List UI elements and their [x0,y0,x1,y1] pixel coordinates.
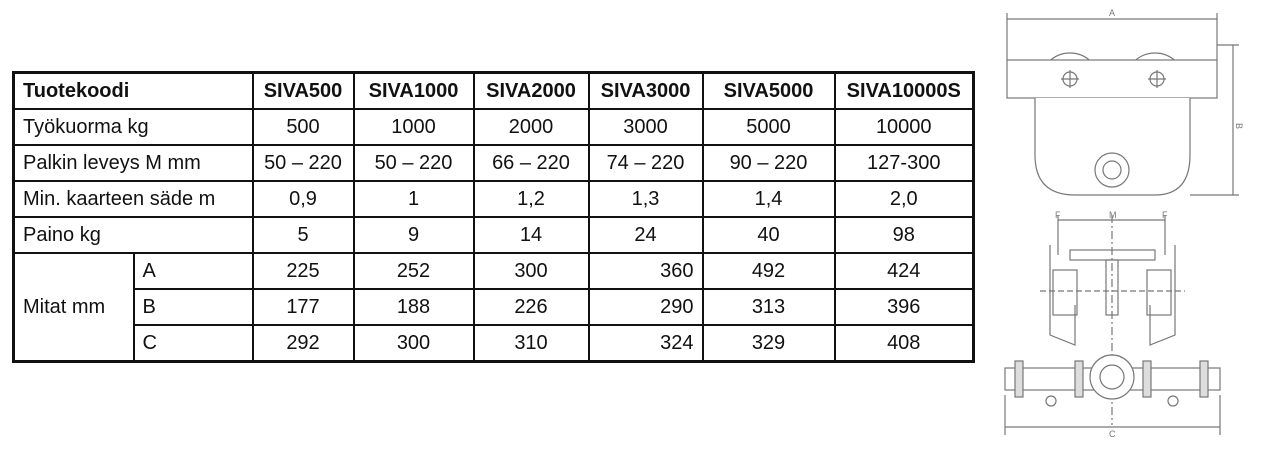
model-header: SIVA500 [253,73,354,110]
value-cell: 3000 [589,109,703,145]
spec-row [14,145,974,181]
row-label: Paino kg [14,217,253,253]
header-label: Tuotekoodi [14,73,253,110]
trolley-drawing [995,5,1255,465]
model-header: SIVA2000 [474,73,589,110]
value-cell: 2,0 [835,181,974,217]
value-cell: 492 [703,253,835,289]
value-cell: 9 [354,217,474,253]
value-cell: 14 [474,217,589,253]
roller-left [1053,270,1077,315]
value-cell: 5 [253,217,354,253]
model-header: SIVA1000 [354,73,474,110]
value-cell: 1,4 [703,181,835,217]
value-cell: 300 [354,325,474,362]
dimension-row [14,325,974,362]
row-label: Min. kaarteen säde m [14,181,253,217]
value-cell: 10000 [835,109,974,145]
value-cell: 424 [835,253,974,289]
value-cell: 360 [589,253,703,289]
dim-label-f-left: F [1055,210,1061,220]
value-cell: 310 [474,325,589,362]
value-cell: 2000 [474,109,589,145]
nut-right-inner [1143,361,1151,397]
trolley-body [1035,98,1190,195]
spec-row [14,181,974,217]
value-cell: 324 [589,325,703,362]
axle-eye [1090,355,1134,399]
value-cell: 5000 [703,109,835,145]
value-cell: 252 [354,253,474,289]
value-cell: 40 [703,217,835,253]
dimension-row [14,289,974,325]
dimension-key: B [134,289,253,325]
model-header: SIVA3000 [589,73,703,110]
value-cell: 24 [589,217,703,253]
model-header: SIVA10000S [835,73,974,110]
value-cell: 98 [835,217,974,253]
dimension-row [14,253,974,289]
value-cell: 127-300 [835,145,974,181]
nut-right-outer [1200,361,1208,397]
value-cell: 500 [253,109,354,145]
value-cell: 74 – 220 [589,145,703,181]
nut-left-outer [1015,361,1023,397]
model-header: SIVA5000 [703,73,835,110]
value-cell: 1,2 [474,181,589,217]
value-cell: 90 – 220 [703,145,835,181]
trolley-drawing-svg [995,5,1255,465]
value-cell: 300 [474,253,589,289]
value-cell: 66 – 220 [474,145,589,181]
value-cell: 0,9 [253,181,354,217]
value-cell: 50 – 220 [253,145,354,181]
spec-table [12,71,975,363]
value-cell: 225 [253,253,354,289]
nut-left-inner [1075,361,1083,397]
value-cell: 50 – 220 [354,145,474,181]
spec-row [14,217,974,253]
dim-label-f-right: F [1162,210,1168,220]
row-label: Työkuorma kg [14,109,253,145]
value-cell: 1,3 [589,181,703,217]
dim-label-c: C [1109,429,1116,439]
row-label: Palkin leveys M mm [14,145,253,181]
value-cell: 313 [703,289,835,325]
side-plate [1007,60,1217,98]
value-cell: 1 [354,181,474,217]
dim-label-b: B [1234,123,1244,130]
value-cell: 329 [703,325,835,362]
dimension-key: A [134,253,253,289]
value-cell: 292 [253,325,354,362]
value-cell: 177 [253,289,354,325]
value-cell: 408 [835,325,974,362]
value-cell: 1000 [354,109,474,145]
dimensions-group-label: Mitat mm [14,253,134,362]
value-cell: 396 [835,289,974,325]
dimension-key: C [134,325,253,362]
dim-label-a: A [1109,8,1116,18]
value-cell: 226 [474,289,589,325]
spec-row [14,109,974,145]
dim-label-m: M [1109,210,1117,220]
value-cell: 290 [589,289,703,325]
header-row [14,73,974,110]
value-cell: 188 [354,289,474,325]
